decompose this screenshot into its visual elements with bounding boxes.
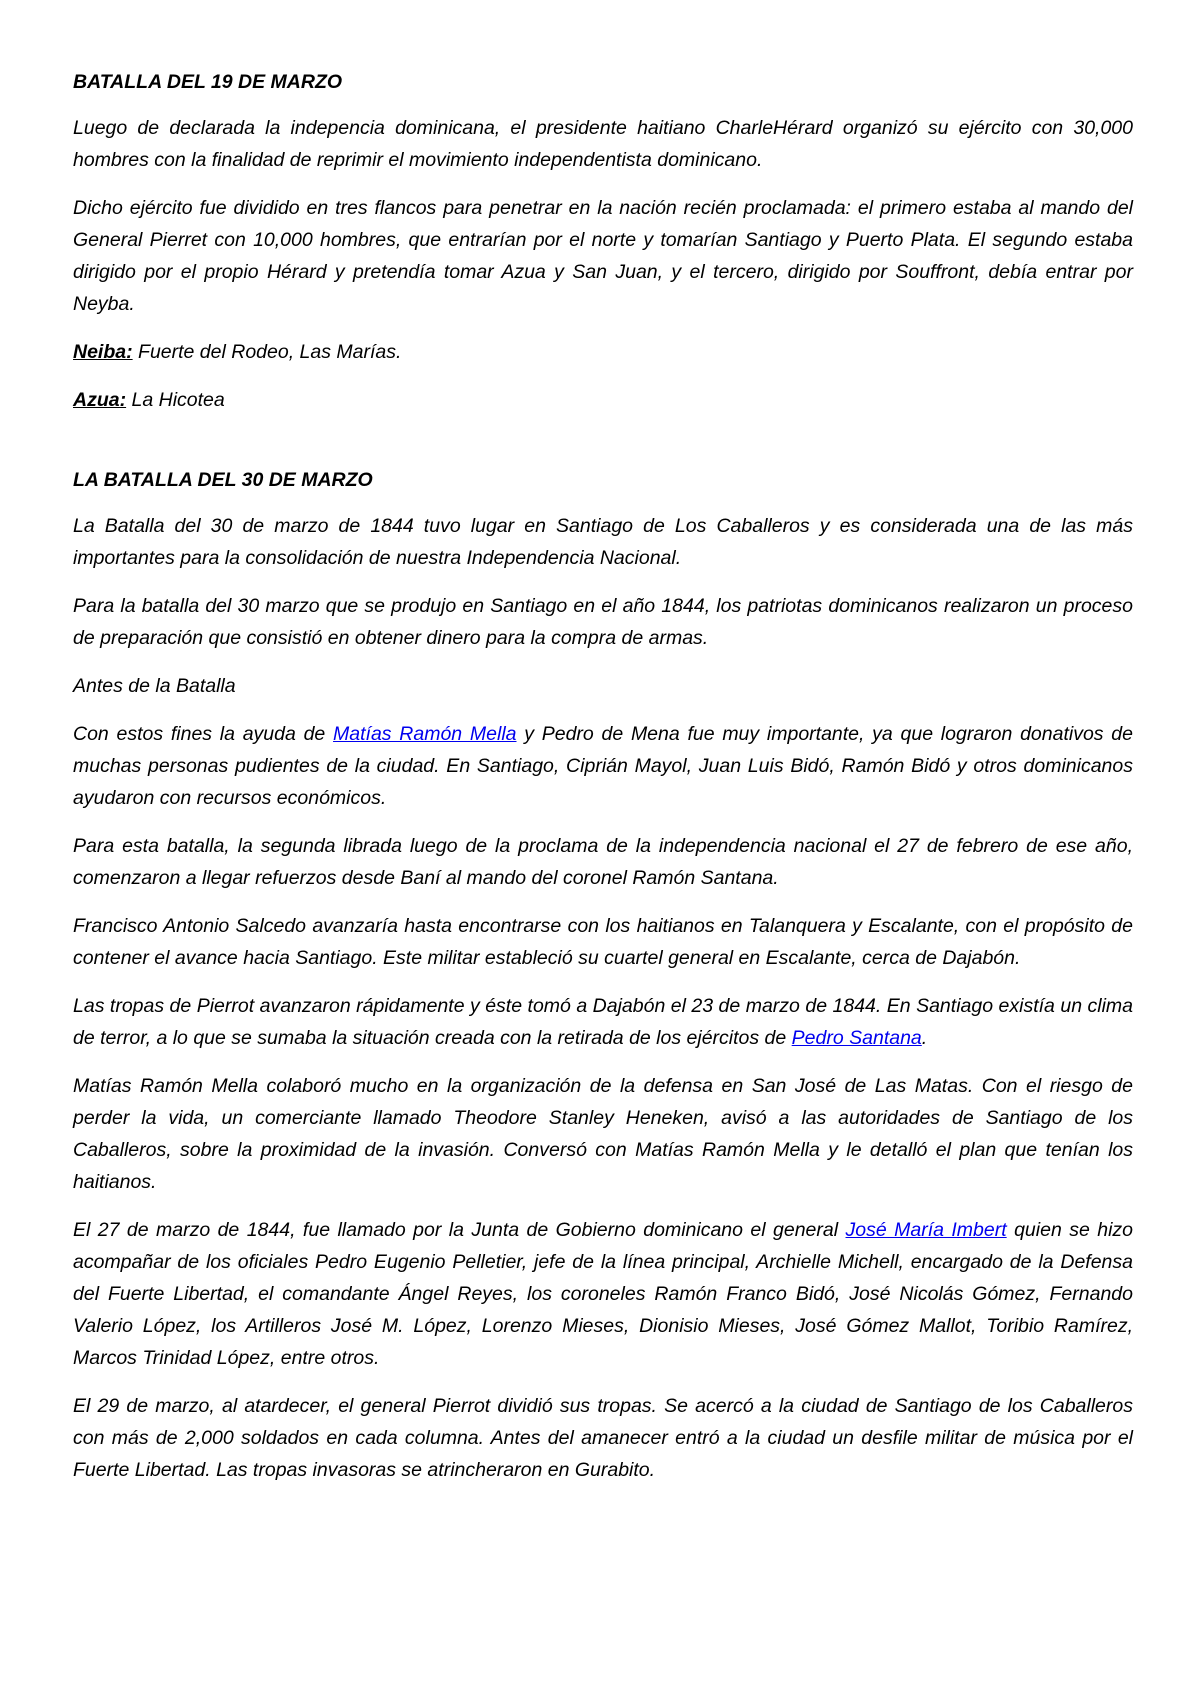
paragraph-mella-defensa: Matías Ramón Mella colaboró mucho en la organización de la defensa en San José de Las Matas. Con el riesgo de perder la vida, un comerciante llamado Theodore Stanley Heneken, avisó a las autoridades de Santiago de los Caballeros, sobre la proximidad de la invasión. Conversó con Matías Ramón Mella y le detalló el plan que tenían los haitianos. — [73, 1075, 1133, 1193]
place-label-neiba: Neiba: — [73, 341, 133, 363]
paragraph-flancos: Dicho ejército fue dividido en tres flancos para penetrar en la nación recién proclamada: el primero estaba al mando del General Pierret con 10,000 hombres, que entrarían por el norte y tomarían Santiago y Puerto Plata. El segundo estaba dirigido por el propio Hérard y pretendía tomar Azua y San Juan, y el tercero, dirigido por Souffront, debía entrar por Neyba. — [73, 197, 1133, 315]
document-page — [73, 66, 1133, 1502]
paragraph-refuerzos: Para esta batalla, la segunda librada luego de la proclama de la independencia nacional el 27 de febrero de ese año, comenzaron a llegar refuerzos desde Baní al mando del coronel Ramón Santana. — [73, 835, 1133, 889]
paragraph-salcedo: Francisco Antonio Salcedo avanzaría hasta encontrarse con los haitianos en Talanquera y Escalante, con el propósito de contener el avance hacia Santiago. Este militar estableció su cuartel general en Escalante, cerca de Dajabón. — [73, 915, 1133, 969]
place-azua — [73, 384, 1133, 416]
link-matias-ramon-mella[interactable]: Matías Ramón Mella — [333, 723, 517, 745]
link-jose-maria-imbert[interactable]: José María Imbert — [845, 1219, 1007, 1241]
text-span: y Pedro de Mena fue muy importante, ya que lograron donativos de muchas personas pudientes de la ciudad. En Santiago, Ciprián Mayol, Juan Luis Bidó, Ramón Bidó y otros dominicanos ayudaron con recursos económicos. — [73, 723, 1133, 809]
paragraph-29-marzo: El 29 de marzo, al atardecer, el general Pierrot dividió sus tropas. Se acercó a la ciudad de Santiago de los Caballeros con más de 2,000 soldados en cada columna. Antes del amanecer entró a la ciudad un desfile militar de música por el Fuerte Libertad. Las tropas invasoras se atrincheraron en Gurabito. — [73, 1395, 1133, 1481]
place-label-azua: Azua: — [73, 389, 127, 411]
link-pedro-santana[interactable]: Pedro Santana — [791, 1027, 922, 1049]
paragraph-imbert — [73, 1214, 1133, 1374]
paragraph-intro: Luego de declarada la indepencia dominicana, el presidente haitiano CharleHérard organizó su ejército con 30,000 hombres con la finalidad de reprimir el movimiento independentista dominicano. — [73, 117, 1133, 171]
text-span: quien se hizo acompañar de los oficiales Pedro Eugenio Pelletier, jefe de la línea principal, Archielle Michell, encargado de la Defensa del Fuerte Libertad, el comandante Ángel Reyes, los coroneles Ramón Franco Bidó, José Nicolás Gómez, Fernando Valerio López, los Artilleros José M. López, Lorenzo Mieses, Dionisio Mieses, José Gómez Mallot, Toribio Ramírez, Marcos Trinidad López, entre otros. — [73, 1219, 1134, 1369]
text-span: El 27 de marzo de 1844, fue llamado por la Junta de Gobierno dominicano el general — [73, 1219, 846, 1241]
place-neiba — [73, 336, 1133, 368]
paragraph-batalla-30: La Batalla del 30 de marzo de 1844 tuvo lugar en Santiago de Los Caballeros y es considerada una de las más importantes para la consolidación de nuestra Independencia Nacional. — [73, 515, 1133, 569]
heading-batalla-30-marzo: LA BATALLA DEL 30 DE MARZO — [73, 469, 373, 491]
paragraph-antes-batalla: Antes de la Batalla — [73, 675, 236, 697]
paragraph-preparacion: Para la batalla del 30 marzo que se produjo en Santiago en el año 1844, los patriotas dominicanos realizaron un proceso de preparación que consistió en obtener dinero para la compra de armas. — [73, 595, 1133, 649]
place-text-azua: La Hicotea — [126, 389, 225, 411]
place-text-neiba: Fuerte del Rodeo, Las Marías. — [132, 341, 402, 363]
paragraph-mella-ayuda — [73, 718, 1133, 814]
text-span: . — [921, 1027, 928, 1049]
heading-batalla-19-marzo: BATALLA DEL 19 DE MARZO — [73, 71, 343, 93]
paragraph-pierrot — [73, 990, 1133, 1054]
text-span: Con estos fines la ayuda de — [73, 723, 334, 745]
text-span: Las tropas de Pierrot avanzaron rápidamente y éste tomó a Dajabón el 23 de marzo de 1844. En Santiago existía un clima de terror, a lo que se sumaba la situación creada con la retirada de los ejércitos de — [73, 995, 1133, 1049]
